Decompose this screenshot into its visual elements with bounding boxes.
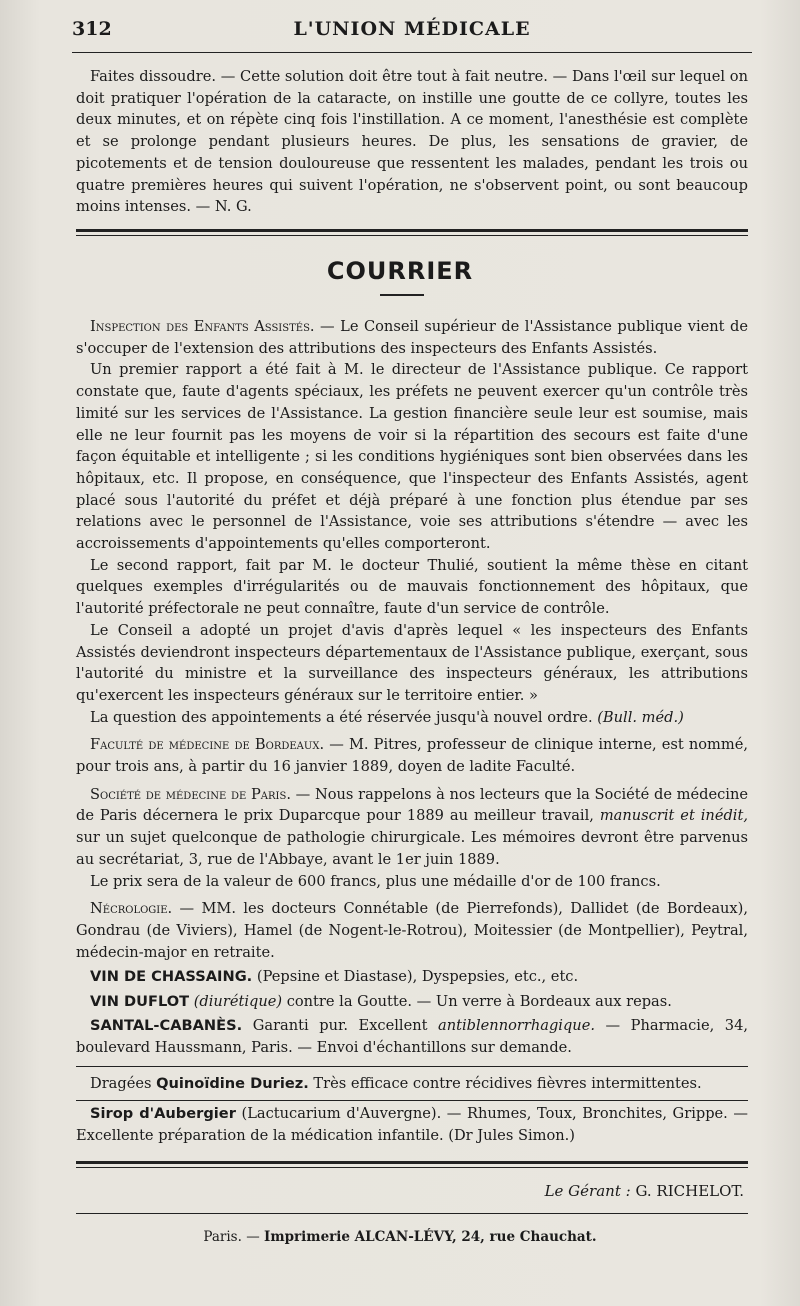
necrologie-lead: Nécrologie. [90, 900, 173, 918]
inspection-lead: Inspection des Enfants Assistés. [90, 318, 315, 335]
printer-line [0, 1229, 800, 1245]
gerant-name: G. RICHELOT. [635, 1182, 744, 1200]
journal-title: L'UNION MÉDICALE [293, 18, 531, 40]
section-title-rule [380, 294, 424, 296]
necrologie-text: — MM. les docteurs Connétable (de Pierrefonds), Dallidet (de Bordeaux), Gondrau (de Viviers), Hamel (de Nogent-le-Rotrou), Moitessier (de Montpellier), Peytral, médecin-major en retraite. [76, 900, 748, 961]
appointements-text: La question des appointements a été réservée jusqu'à nouvel ordre. [90, 708, 593, 726]
ad-dragees-name: Quinoïdine Duriez. [156, 1075, 309, 1092]
ad-chassaing [76, 966, 748, 988]
societe-text-1: — Nous rappelons à nos lecteurs que la Société de médecine de Paris décernera le prix Duparcque pour 1889 au meilleur travail, [76, 785, 748, 825]
section-divider-thin [76, 235, 748, 236]
ad-dragees-block [76, 1073, 748, 1095]
ad-dragees-text-1: Dragées [90, 1075, 157, 1092]
ad-duflot-italic: (diurétique) [193, 992, 283, 1010]
ad-duflot [76, 991, 748, 1013]
ad-santal [76, 1015, 748, 1058]
ad-sirop-text: (Lactucarium d'Auvergne). — Rhumes, Toux, Bronchites, Grippe. — Excellente préparation de la médication infantile. (Dr Jules Simon.) [76, 1105, 748, 1144]
ad-santal-text-2: — Pharmacie, 34, boulevard Haussmann, Paris. — Envoi d'échantillons sur demande. [76, 1017, 749, 1057]
ad-sirop-block [76, 1103, 748, 1146]
footer-divider-thin [76, 1167, 748, 1168]
premier-rapport-paragraph: Un premier rapport a été fait à M. le directeur de l'Assistance publique. Ce rapport constate que, faute d'agents spéciaux, les préfets ne peuvent exercer qu'un contrôle très limité sur les services de l'Assistance. La gestion financière seule leur est soumise, mais elle ne leur fournit pas les moyens de voir si la répartition des secours est faite d'une façon équitable et intelligente ; si les conditions hygiéniques sont bien observées dans les hôpitaux, etc. Il propose, en conséquence, que l'inspecteur des Enfants Assistés, agent placé sous l'autorité du préfet et déjà préparé à une fonction plus étendue par ses relations avec le personnel de l'Assistance, voie ses attributions s'étendre — avec les accroissements d'appointements qu'elles comporteront. [76, 361, 748, 553]
ad-santal-text-1: Garanti pur. Excellent [242, 1017, 439, 1035]
ad-duflot-name: VIN DUFLOT [90, 992, 190, 1010]
societe-lead: Société de médecine de Paris. [90, 785, 291, 803]
section-title: COURRIER [326, 257, 474, 285]
societe-italic: manuscrit et inédit, [599, 807, 748, 825]
ad-sirop-name: Sirop d'Aubergier [90, 1105, 236, 1122]
page-header [72, 14, 752, 44]
intro-section [76, 66, 748, 218]
ad-chassaing-text: (Pepsine et Diastase), Dyspepsies, etc., etc. [252, 968, 579, 985]
advertisements [76, 966, 748, 1059]
ad-divider-1 [76, 1066, 748, 1067]
prix-paragraph: Le prix sera de la valeur de 600 francs, plus une médaille d'or de 100 francs. [90, 872, 661, 890]
gerant-label: Le Gérant : [544, 1182, 631, 1200]
header-rule [72, 52, 752, 53]
inspection-paragraph [76, 316, 748, 359]
section-divider [76, 229, 748, 232]
appointements-source: (Bull. méd.) [597, 708, 684, 726]
faculte-paragraph [76, 734, 748, 777]
printer-rule [76, 1213, 748, 1214]
ad-duflot-text: contre la Goutte. — Un verre à Bordeaux aux repas. [282, 992, 672, 1010]
ad-santal-name: SANTAL-CABANÈS. [90, 1017, 243, 1035]
societe-text-2: sur un sujet quelconque de pathologie chirurgicale. Les mémoires devront être parvenus au secrétariat, 3, rue de l'Abbaye, avant le 1er juin 1889. [76, 829, 748, 868]
faculte-text: — M. Pitres, professeur de clinique interne, est nommé, pour trois ans, à partir du 16 janvier 1889, doyen de ladite Faculté. [76, 736, 748, 776]
necrologie-paragraph [76, 898, 748, 963]
societe-paragraph [76, 784, 748, 871]
faculte-lead: Faculté de médecine de Bordeaux. [90, 736, 325, 754]
footer-divider [76, 1161, 748, 1164]
second-rapport-paragraph: Le second rapport, fait par M. le docteur Thulié, soutient la même thèse en citant quelques exemples d'irrégularités ou de mauvais fonctionnement des hôpitaux, que l'autorité préfectorale ne peut connaître, faute d'un service de contrôle. [76, 556, 748, 618]
appointements-paragraph [76, 707, 748, 729]
ad-sirop [76, 1103, 748, 1146]
ad-chassaing-name: VIN DE CHASSAING. [90, 968, 253, 985]
inspection-text: — Le Conseil supérieur de l'Assistance publique vient de s'occuper de l'extension des attributions des inspecteurs des Enfants Assistés. [76, 318, 748, 357]
ad-dragees-text-2: Très efficace contre récidives fièvres intermittentes. [308, 1075, 702, 1092]
intro-paragraph: Faites dissoudre. — Cette solution doit être tout à fait neutre. — Dans l'œil sur lequel on doit pratiquer l'opération de la cataracte, on instille une goutte de ce collyre, toutes les deux minutes, et on répète cinq fois l'instillation. A ce moment, l'anesthésie est complète et se prolonge pendant plusieurs heures. De plus, les sensations de gravier, de picotements et de tension douloureuse que ressentent les malades, pendant les trois ou quatre premières heures qui suivent l'opération, ne s'observent point, ou sont beaucoup moins intenses. — N. G. [76, 68, 748, 216]
ad-divider-2 [76, 1100, 748, 1101]
page-number: 312 [72, 18, 112, 40]
ad-dragees [76, 1073, 748, 1095]
courrier-section [76, 316, 748, 963]
printer-city: Paris. — [203, 1229, 260, 1245]
ad-santal-italic: antiblennorrhagique. [438, 1017, 595, 1035]
conseil-avis-paragraph: Le Conseil a adopté un projet d'avis d'après lequel « les inspecteurs des Enfants Assistés deviendront inspecteurs départementaux de l'Assistance publique, exerçant, sous l'autorité du ministre et la surveillance des inspecteurs généraux, les attributions qu'exercent les inspecteurs généraux sur le territoire entier. » [76, 621, 748, 704]
gerant-line [545, 1182, 744, 1200]
printer-name: Imprimerie ALCAN-LÉVY, 24, rue Chauchat. [264, 1229, 597, 1245]
